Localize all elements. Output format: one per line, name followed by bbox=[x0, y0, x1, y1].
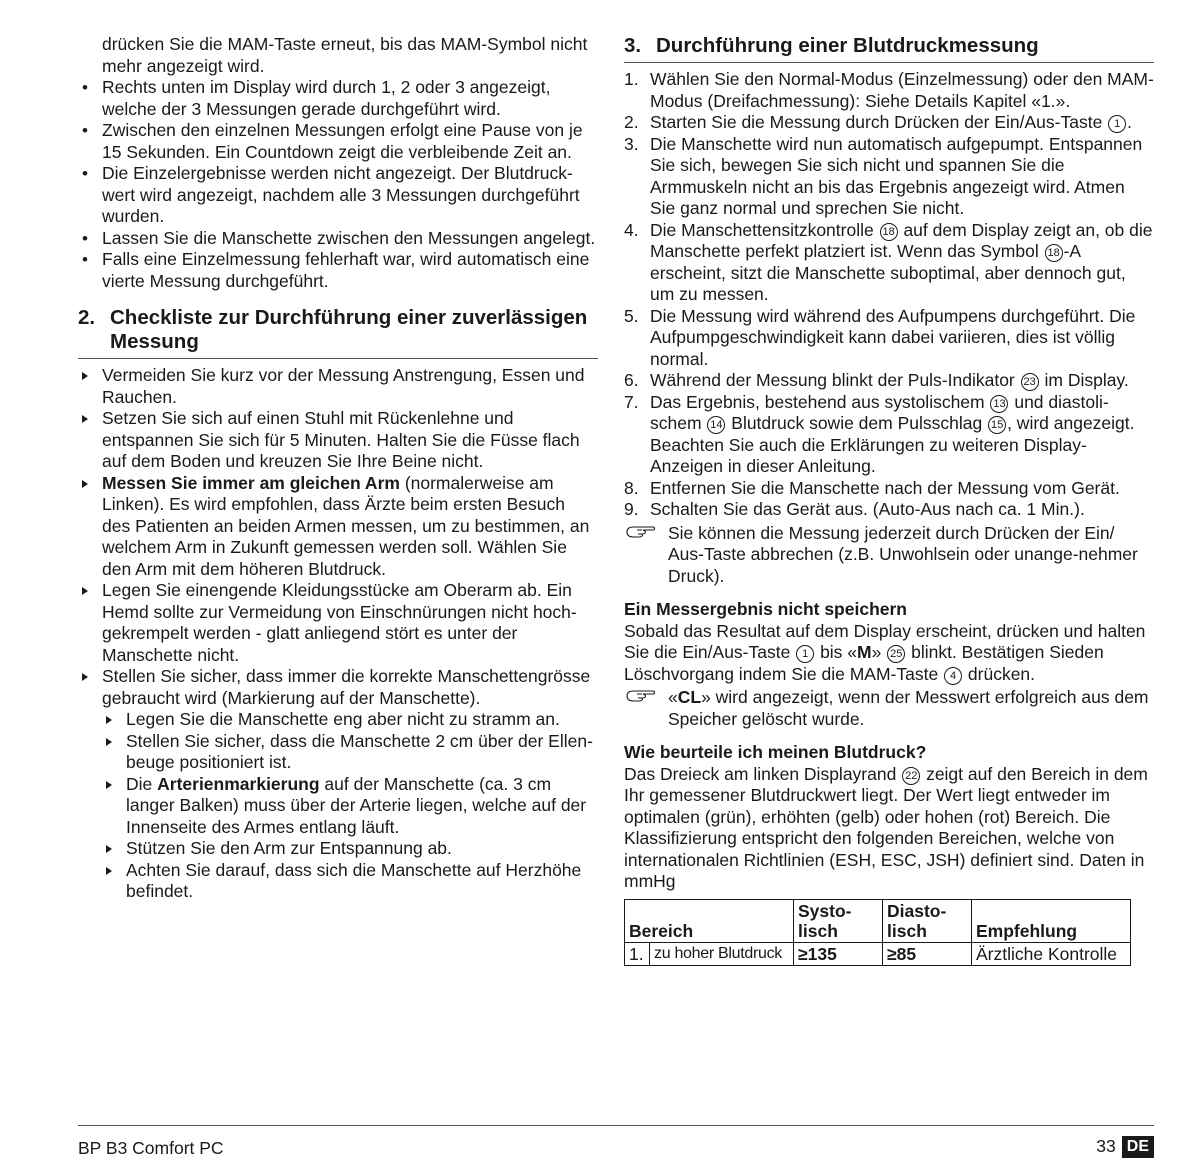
note-text: Sie können die Messung jederzeit durch Drücken der Ein/ Aus-Taste abbrechen (z.B. Unwohlsein oder unange-nehmer Druck). bbox=[668, 522, 1138, 586]
pointing-hand-icon bbox=[626, 525, 656, 539]
list-item: Stützen Sie den Arm zur Entspannung ab. bbox=[102, 838, 598, 860]
section-title: Checkliste zur Durchführung einer zuverlässigen Messung bbox=[110, 306, 588, 353]
section-number: 3. bbox=[624, 34, 642, 57]
list-item: Legen Sie die Manschette eng aber nicht zu stramm an. bbox=[102, 709, 598, 731]
classification-table bbox=[624, 899, 1131, 966]
left-column bbox=[78, 34, 598, 903]
step-text: im Display. bbox=[1039, 370, 1129, 390]
table-cell: zu hoher Blutdruck bbox=[650, 942, 794, 965]
text: Die bbox=[126, 773, 158, 794]
right-column bbox=[624, 34, 1154, 966]
reference-number-badge: 18 bbox=[1045, 244, 1063, 262]
table-cell: 1. bbox=[625, 942, 650, 965]
step-text: Wählen Sie den Normal-Modus (Einzelmessung) oder den MAM-Modus (Dreifachmessung): Siehe Details Kapitel «1.». bbox=[650, 69, 1154, 111]
table-header: Empfehlung bbox=[972, 899, 1131, 942]
step-number: 5. bbox=[624, 305, 639, 326]
step-number: 4. bbox=[624, 219, 639, 240]
table-header: Bereich bbox=[625, 899, 794, 942]
reference-number-badge: 14 bbox=[707, 416, 725, 434]
page-info bbox=[1096, 1136, 1154, 1158]
table-header-row bbox=[625, 899, 1131, 942]
emphasis: CL bbox=[677, 687, 702, 707]
text: bis « bbox=[815, 642, 858, 662]
step-text: Blutdruck sowie dem Pulsschlag bbox=[726, 413, 988, 433]
note-cl bbox=[624, 687, 1154, 730]
subheading-no-save: Ein Messergebnis nicht speichern bbox=[624, 599, 907, 619]
cuff-sub-list bbox=[102, 709, 598, 903]
text: « bbox=[668, 687, 678, 707]
continued-text: drücken Sie die MAM-Taste erneut, bis das MAM-Symbol nicht mehr angezeigt wird. bbox=[102, 34, 588, 76]
checklist-emphasis: Messen Sie immer am gleichen Arm bbox=[102, 472, 400, 493]
step-text: Schalten Sie das Gerät aus. (Auto-Aus nach ca. 1 Min.). bbox=[650, 499, 1085, 519]
section-3-heading-block bbox=[624, 34, 1154, 63]
checklist-text: Vermeiden Sie kurz vor der Messung Anstrengung, Essen und Rauchen. bbox=[102, 365, 585, 407]
pointing-hand-icon bbox=[626, 689, 656, 703]
text: Diasto- bbox=[887, 900, 947, 921]
paragraph-evaluate bbox=[624, 764, 1154, 893]
step-number: 7. bbox=[624, 391, 639, 412]
list-item bbox=[78, 666, 598, 903]
page-number: 33 bbox=[1096, 1136, 1116, 1157]
list-item bbox=[78, 365, 598, 408]
checklist-text: Legen Sie einengende Kleidungsstücke am Oberarm ab. Ein Hemd sollte zur Vermeidung von Einschnürungen nicht hoch-gekrempelt werden - glatt anliegend stört es unter der Manschette nicht. bbox=[102, 580, 577, 665]
text: blinkt. Bestätigen Sieden Löschvorgang indem Sie die MAM-Taste bbox=[624, 642, 1104, 684]
step-text: -A erscheint, sitzt die Manschette suboptimal, aber dennoch gut, um zu messen. bbox=[650, 241, 1126, 304]
list-item: • Rechts unten im Display wird durch 1, 2 oder 3 angezeigt, welche der 3 Messungen gerade durchgeführt wird. bbox=[78, 77, 598, 120]
step-text: . bbox=[1127, 112, 1133, 132]
text: Systo- bbox=[798, 900, 852, 921]
table-header bbox=[794, 899, 883, 942]
table-cell: ≥85 bbox=[883, 942, 972, 965]
text: drücken. bbox=[963, 663, 1036, 684]
step-text: Während der Messung blinkt der Puls-Indikator bbox=[650, 370, 1020, 390]
list-item bbox=[78, 580, 598, 666]
text: Das Dreieck am linken Displayrand bbox=[624, 763, 902, 784]
language-badge: DE bbox=[1122, 1136, 1154, 1158]
subheading-evaluate: Wie beurteile ich meinen Blutdruck? bbox=[624, 742, 927, 762]
list-item: • Die Einzelergebnisse werden nicht angezeigt. Der Blutdruck-wert wird angezeigt, nachdem alle 3 Messungen durchgeführt wurden. bbox=[78, 163, 598, 228]
section-3-heading bbox=[624, 34, 1154, 58]
note-abort bbox=[624, 523, 1154, 588]
section-title: Durchführung einer Blutdruckmessung bbox=[656, 34, 1039, 57]
step-item bbox=[624, 220, 1154, 306]
step-number: 6. bbox=[624, 370, 639, 390]
page-footer bbox=[78, 1125, 1154, 1158]
table-cell: ≥135 bbox=[794, 942, 883, 965]
list-item bbox=[78, 408, 598, 473]
step-text: , wird angezeigt. Beachten Sie auch die Erklärungen zu weiteren Display-Anzeigen in dieser Anleitung. bbox=[650, 413, 1135, 476]
step-number: 2. bbox=[624, 112, 639, 132]
step-text: auf dem Display zeigt an, ob die Manschette perfekt platziert ist. Wenn das Symbol bbox=[650, 219, 1153, 261]
step-text: Starten Sie die Messung durch Drücken der Ein/Aus-Taste bbox=[650, 112, 1108, 132]
table-cell: Ärztliche Kontrolle bbox=[972, 942, 1131, 965]
text: zeigt auf den Bereich in dem Ihr gemessener Blutdruckwert liegt. Der Wert liegt entweder im optimalen (grün), erhöhten (gelb) oder hohen (rot) Bereich. Die Klassifizierung entspricht den folgenden Bereichen, welche von internationalen Richtlinien (ESH, ESC, JSH) definiert sind. Daten in mmHg bbox=[624, 763, 1148, 891]
list-item: Achten Sie darauf, dass sich die Manschette auf Herzhöhe befindet. bbox=[102, 860, 598, 903]
list-item: • Falls eine Einzelmessung fehlerhaft war, wird automatisch eine vierte Messung durchgeführt. bbox=[78, 249, 598, 292]
paragraph-no-save bbox=[624, 621, 1154, 686]
product-name: BP B3 Comfort PC bbox=[78, 1138, 224, 1158]
step-item bbox=[624, 392, 1154, 478]
measurement-steps bbox=[624, 69, 1154, 521]
step-item bbox=[624, 306, 1154, 371]
list-item: • Zwischen den einzelnen Messungen erfolgt eine Pause von je 15 Sekunden. Ein Countdown zeigt die verbleibende Zeit an. bbox=[78, 120, 598, 163]
list-item bbox=[102, 774, 598, 839]
text: lisch bbox=[798, 920, 838, 941]
table-header bbox=[883, 899, 972, 942]
step-number: 8. bbox=[624, 477, 639, 498]
step-item bbox=[624, 134, 1154, 220]
section-number: 2. bbox=[78, 306, 96, 329]
text: Sobald das Resultat auf dem Display erscheint, drücken und halten Sie die Ein/Aus-Taste bbox=[624, 620, 1146, 662]
text: » bbox=[871, 642, 887, 662]
step-item bbox=[624, 499, 1154, 521]
reference-number-badge: 1 bbox=[1108, 115, 1126, 133]
reference-number-badge: 15 bbox=[988, 416, 1006, 434]
reference-number-badge: 4 bbox=[944, 667, 962, 685]
step-item bbox=[624, 478, 1154, 500]
step-number: 1. bbox=[624, 69, 639, 89]
reference-number-badge: 18 bbox=[880, 223, 898, 241]
step-item bbox=[624, 370, 1154, 392]
text: auf der Manschette (ca. 3 cm langer Balken) muss über der Arterie liegen, welche auf der Innenseite des Armes entlang läuft. bbox=[126, 773, 587, 837]
checklist bbox=[78, 365, 598, 903]
reference-number-badge: 23 bbox=[1021, 373, 1039, 391]
step-text: Die Manschette wird nun automatisch aufgepumpt. Entspannen Sie sich, bewegen Sie sich nicht und spannen Sie die Armmuskeln nicht an bis das Ergebnis angezeigt wird. Atmen Sie ganz normal und sprechen Sie nicht. bbox=[650, 133, 1143, 218]
section-2-heading-block bbox=[78, 306, 598, 359]
step-text: Die Manschettensitzkontrolle bbox=[650, 219, 879, 240]
step-text: Entfernen Sie die Manschette nach der Messung vom Gerät. bbox=[650, 477, 1120, 498]
step-number: 9. bbox=[624, 499, 639, 519]
step-item bbox=[624, 112, 1154, 134]
reference-number-badge: 1 bbox=[796, 645, 814, 663]
section-2-heading bbox=[78, 306, 598, 354]
list-item bbox=[78, 473, 598, 581]
reference-number-badge: 13 bbox=[990, 395, 1008, 413]
step-text: Das Ergebnis, bestehend aus systolischem bbox=[650, 391, 990, 412]
table-row bbox=[625, 942, 1131, 965]
text: » wird angezeigt, wenn der Messwert erfolgreich aus dem Speicher gelöscht wurde. bbox=[668, 687, 1149, 729]
emphasis: Arterienmarkierung bbox=[157, 773, 320, 794]
checklist-text: (normalerweise am Linken). Es wird empfohlen, dass Ärzte beim ersten Besuch des Patienten an beiden Armen messen, um zu bestimmen, an welchem Arm in Zukunft gemessen werden soll. Wählen Sie den Arm mit dem höheren Blutdruck. bbox=[102, 472, 590, 579]
list-item: Stellen Sie sicher, dass die Manschette 2 cm über der Ellen-beuge positioniert ist. bbox=[102, 731, 598, 774]
checklist-text: Stellen Sie sicher, dass immer die korrekte Manschettengrösse gebraucht wird (Markierung auf der Manschette). bbox=[102, 666, 591, 708]
reference-number-badge: 22 bbox=[902, 767, 920, 785]
step-text: und diastoli-schem bbox=[650, 391, 1109, 433]
emphasis: M bbox=[857, 642, 872, 662]
step-number: 3. bbox=[624, 133, 639, 154]
step-item bbox=[624, 69, 1154, 112]
mam-bullet-list bbox=[78, 77, 598, 292]
step-text: Die Messung wird während des Aufpumpens durchgeführt. Die Aufpumpgeschwindigkeit kann dabei variieren, dies ist völlig normal. bbox=[650, 305, 1136, 369]
list-item: • Lassen Sie die Manschette zwischen den Messungen angelegt. bbox=[78, 228, 598, 250]
text: lisch bbox=[887, 920, 927, 941]
checklist-text: Setzen Sie sich auf einen Stuhl mit Rückenlehne und entspannen Sie sich für 5 Minuten. Halten Sie die Füsse flach auf dem Boden und kreuzen Sie Ihre Beine nicht. bbox=[102, 408, 580, 471]
reference-number-badge: 25 bbox=[887, 645, 905, 663]
